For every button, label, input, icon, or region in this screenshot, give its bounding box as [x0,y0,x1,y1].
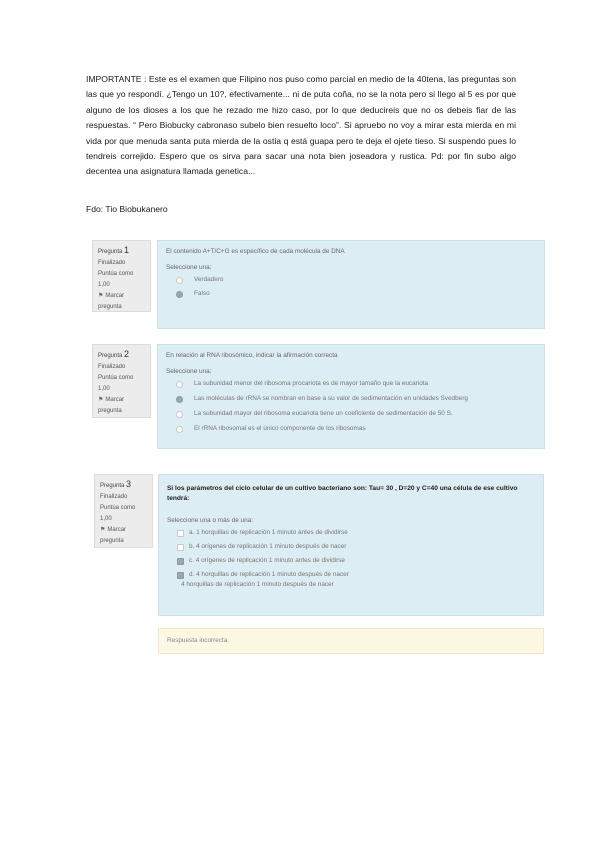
select-label: Seleccione una: [166,264,212,271]
question-score: Puntúa como 1,00 [98,271,134,288]
radio-selected-icon[interactable] [176,396,183,403]
question-info [94,474,153,548]
question-label: Pregunta [100,483,125,489]
flag-label: Marcar pregunta [98,397,125,414]
option-label: d. 4 horquillas de replicación 1 minuto después de nacer [189,571,349,578]
answer-option[interactable] [166,275,536,285]
question-content [158,474,544,616]
question-status: Finalizado [98,260,126,266]
question-info [92,240,151,312]
answer-option[interactable] [166,424,536,434]
checkbox-icon[interactable] [177,544,184,551]
question-number: 2 [124,349,130,359]
flag-icon: ⚑ [100,527,106,533]
answer-option[interactable] [166,379,536,389]
flag-question-button[interactable] [98,395,145,417]
flag-question-button[interactable] [98,291,145,313]
option-label: La subunidad mayor del ribosoma eucariota tiene un coeficiente de sedimentación de 50 S. [194,410,453,417]
answer-option[interactable] [167,556,535,566]
checkbox-icon[interactable] [177,530,184,537]
question-label: Pregunta [98,353,123,359]
option-label: 4 horquillas de replicación 1 minuto después de nacer [181,581,334,588]
question-status: Finalizado [100,494,128,500]
option-label: Falso [194,290,210,297]
flag-icon: ⚑ [98,293,104,299]
question-label: Pregunta [98,249,123,255]
question-text: El contenido A+T/C+G es específico de cada molécula de DNA [166,248,345,255]
question-text: Si los parámetros del ciclo celular de un cultivo bacteriano son: Tau= 30 , D=20 y C=40 una célula de ese cultivo tendrá: [167,485,518,502]
checkbox-checked-icon[interactable] [177,572,184,579]
answer-option[interactable] [167,542,535,552]
question-number: 1 [124,245,130,255]
flag-question-button[interactable] [100,525,147,547]
select-label: Seleccione una o más de una: [167,517,253,524]
answer-option[interactable] [166,409,536,419]
option-label: La subunidad menor del ribosoma procariota es de mayor tamaño que la eucariota [194,380,429,387]
question-status: Finalizado [98,364,126,370]
option-label: Las moléculas de rRNA se nombran en base a su valor de sedimentación en unidades Svedberg [194,395,468,402]
radio-icon[interactable] [176,411,183,418]
checkbox-checked-icon[interactable] [177,558,184,565]
radio-icon[interactable] [176,277,183,284]
radio-selected-icon[interactable] [176,291,183,298]
option-label: a. 1 horquillas de replicación 1 minuto antes de dividirse [189,529,348,536]
question-number: 3 [126,479,132,489]
answer-option[interactable] [166,289,536,299]
flag-icon: ⚑ [98,397,104,403]
answer-option[interactable] [167,570,535,580]
radio-icon[interactable] [176,381,183,388]
option-overlay-text [167,580,535,590]
option-label: b. 4 orígenes de replicación 1 minuto después de nacer [189,543,347,550]
option-label: El rRNA ribosomal es el único componente de los ribosomas [194,425,366,432]
radio-icon[interactable] [176,426,183,433]
question-score: Puntúa como 1,00 [98,375,134,392]
answer-option[interactable] [167,528,535,538]
question-info [92,344,151,418]
option-label: Verdadero [194,276,224,283]
signature: Fdo: Tio Biobukanero [86,204,168,214]
flag-label: Marcar pregunta [98,293,125,310]
question-text: En relación al RNA ribosómico, indicar la afirmación correcta [166,352,338,359]
select-label: Seleccione una: [166,368,212,375]
flag-label: Marcar pregunta [100,527,127,544]
feedback-box: Respuesta incorrecta. [158,628,544,654]
option-label: c. 4 orígenes de replicación 1 minuto antes de dividirse [189,557,345,564]
question-score: Puntúa como 1,00 [100,505,136,522]
intro-paragraph: IMPORTANTE : Este es el examen que Filipino nos puso como parcial en medio de la 40tena, las preguntas son las que yo respondí. ¿Tengo un 10?, efectivamente... ni de puta coña, no se la nota pero si llego al 5 es por que alguno de los dioses a los que he rezado me hizo caso, por lo que deducireis que no os debeis fiar de las respuestas. “ Pero Biobucky cabronaso subelo bien resuelto loco”. Si apruebo no voy a mirar esta mierda en mi vida por que menuda santa puta mierda de la ostia q está guapa pero te deja el ojete tieso. Si suspendo pues lo tendreis correjido. Espero que os sirva para sacar una nota bien joseadora y rustica. Pd: por fin subo algo decentea una asignatura llamada genetica... [86,74,516,177]
question-content [157,240,545,329]
question-content [157,344,545,449]
answer-option[interactable] [166,394,536,404]
